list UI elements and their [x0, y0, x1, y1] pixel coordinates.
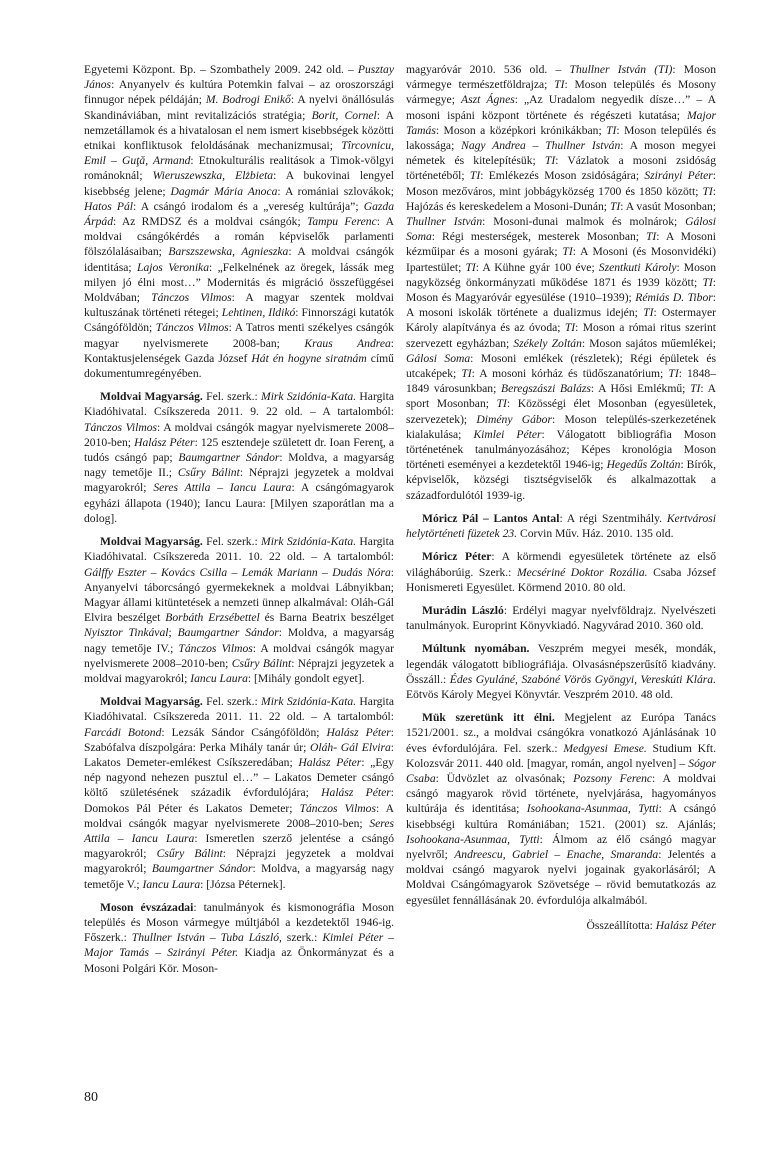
- text: : A mosoni kórház és tüdőszanatórium;: [471, 367, 669, 381]
- author: TI: [643, 306, 654, 320]
- editor: Mirk Szidónia-Kata.: [261, 535, 357, 549]
- text: : Moldva, a magyarság nagy temetője V.;: [84, 862, 394, 891]
- text: : Moson nagyközség önkormányzati működése 1871 és 1939 között;: [406, 260, 716, 289]
- author: Aszt Ágnes: [461, 93, 515, 107]
- text: : Anyanyelv és kultúra Potemkin falvai – az oroszországi finnugor népek példáján;: [84, 78, 394, 107]
- author: Csűry Bálint: [177, 466, 240, 480]
- text: : Szabófalva díszpolgára: Perka Mihály tanár úr;: [84, 725, 394, 754]
- editor: Mirk Szidónia-Katа.: [261, 390, 357, 404]
- author: TI: [496, 397, 507, 411]
- author: Gálosi Soma: [406, 351, 471, 365]
- author: Major Tamás: [406, 108, 716, 137]
- text: : Néprajzi jegyzetek a moldvai magyarokról;: [84, 656, 395, 685]
- text: : A mosoni iskolák története a dualizmus idején;: [406, 291, 716, 320]
- author: Halász Péter: [298, 755, 362, 769]
- text: : A moldvai csángó magyarok rövid története, nyelvjárása, hagyományos kultúrája és identitása;: [406, 771, 716, 816]
- author: Barszszewska, Agnieszka: [168, 245, 289, 259]
- author: Gálffy Eszter – Kovács Csilla – Lemák Mariann – Dudás Nóra: [84, 565, 391, 579]
- right-column: [406, 62, 716, 933]
- author: Borbáth Erzsébettel: [165, 611, 260, 625]
- text: : Üdvözlet az olvasónak;: [435, 771, 574, 785]
- series-title: Kertvárosi helytörténeti füzetek 23.: [406, 511, 716, 541]
- text: Fel. szerk.:: [202, 535, 262, 549]
- text: : „Egy nép nagyond nehezen pusztul el…” – Lakatos Demeter csángó költő születésének századik évfordulójára;: [84, 755, 394, 800]
- author: Csűry Bálint: [231, 656, 292, 670]
- entry-heading: Murádin László: [422, 603, 504, 617]
- text: : A Tatros menti székelyes csángók magyar nyelvismerete 2008-ban;: [84, 321, 394, 350]
- text: : A Hősi Emlékmű;: [590, 382, 691, 396]
- text: : [Józsa Péternek].: [200, 877, 286, 891]
- text: : Domokos Pál Péter és Lakatos Demeter;: [84, 786, 394, 815]
- author: Andreescu, Gabriel – Enache, Smaranda: [454, 847, 659, 861]
- entry-heading: Moson évszázadai: [100, 900, 194, 914]
- text: Hargita Kiadóhivatal. Csíkszereda 2011. 10. 22 old. – A tartalomból:: [84, 535, 394, 564]
- author: Oláh- Gál Elvira: [310, 740, 391, 754]
- author: TI: [461, 367, 472, 381]
- text: : Ostermayer Károly alapítványa és az óvoda;: [406, 306, 717, 335]
- author: Szirányi Péter: [644, 169, 713, 183]
- entry-heading: Moldvai Magyarság.: [100, 535, 203, 549]
- entry-continuation: [84, 62, 394, 381]
- text: : Moson település és lakossága;: [406, 123, 716, 153]
- text: : Hajózás és kereskedelem a Mosoni-Dunán;: [406, 184, 716, 213]
- text: : Moson és Magyaróvár egyesülése (1910–1939);: [406, 275, 716, 305]
- author: Baumgartner Sándor: [151, 862, 253, 876]
- author: Nagy Andrea – Thullner István: [461, 139, 621, 153]
- editor: Medgyesi Emese.: [563, 741, 647, 755]
- entry-moricz-pal: [406, 511, 716, 541]
- author: Kimlei Péter: [473, 427, 542, 441]
- left-column: [84, 62, 394, 976]
- author: Tánczos Vilmos: [178, 641, 253, 655]
- author: Thullner István: [406, 215, 483, 229]
- text: : Moson vármegye természetföldrajza;: [406, 63, 716, 92]
- text: Hargita Kiadóhivatal. Csíkszereda 2011. 9. 22 old. – A tartalomból:: [84, 390, 394, 419]
- author: Tánczos Vilmos: [155, 321, 229, 335]
- text: : Az RMDSZ és a moldvai csángók;: [112, 215, 307, 229]
- title: Hát én hogyne siratnám: [251, 351, 367, 365]
- text: : A csángó kisebbségi kultúra Romániában; 1521. (2001) sz. Ajánlás;: [406, 802, 716, 831]
- author: TI: [562, 245, 573, 259]
- author: Tánczos Vilmos: [151, 291, 232, 305]
- text: : Álmom az élő csángó magyar nyelvről;: [406, 832, 716, 861]
- text: Fel. szerk.:: [202, 695, 262, 709]
- text: Studium Kft. Kolozsvár 2011. 440 old. [magyar, román, angol nyelven] –: [406, 741, 716, 770]
- editor: Mirk Szidónia-Kata.: [261, 695, 357, 709]
- author: Wieruszewszka, Elżbieta: [152, 169, 274, 183]
- entry-heading: Móricz Pál – Lantos Antal: [422, 511, 560, 525]
- text: Csaba József Honismereti Egyesület. Körmend 2010. 80 old.: [406, 565, 716, 594]
- author: Nyisztor Tinkával: [84, 626, 169, 640]
- author: Tampu Ferenc: [306, 215, 377, 229]
- text: : A romániai szlovákok;: [277, 184, 394, 198]
- text: Megjelent az Európa Tanács 1521/2001. sz., a moldvai csángókra vonatkozó Ajánlásának 10 éves évfordulójára. Fel. szerk.:: [406, 711, 716, 755]
- compiler: Édes Gyuláné, Szabóné Vörös Gyöngyi, Vereskúti Klára.: [449, 672, 716, 686]
- text: ;: [168, 626, 178, 640]
- author: Baumgartner Sándor: [177, 626, 279, 640]
- author: Baumgartner Sándor: [178, 451, 280, 465]
- entry-moldvai-magyarsag-11: [84, 694, 394, 892]
- entry-multunk-nyomaban: [406, 641, 716, 702]
- text: : Néprajzi jegyzetek a moldvai magyarokról;: [84, 847, 394, 876]
- text: : Anyanyelvi táborcsángó gyermekeknek a moldvai Lábnyikban; Magyar állami kitüntetések a nemzeti ünnep alkalmával: Oláh-Gál Elvira beszélget: [84, 565, 394, 625]
- author: Gálosi Soma: [406, 215, 717, 244]
- author: TI: [690, 382, 701, 396]
- entry-moldvai-magyarsag-10: [84, 534, 394, 686]
- entry-heading: Mük szeretünk itt élni.: [422, 711, 555, 725]
- text: : Mosoni emlékek (részletek); Régi épületek és utcaképek;: [406, 351, 716, 381]
- author: TI: [469, 169, 481, 183]
- author: Seres Attila – Iancu Laura: [153, 481, 292, 495]
- entry-heading: Múltunk nyomában.: [422, 642, 530, 656]
- page-number: 80: [84, 1090, 98, 1105]
- text: : Ismeretlen szerző jelentése a csángó magyarokról;: [84, 831, 394, 861]
- author: Tîrcovnicu, Emil – Guţă, Armand: [84, 139, 394, 168]
- author: Dagmár Mária Anoca: [170, 184, 278, 198]
- text: Összeállította:: [586, 918, 656, 932]
- author: Seres Attila – Iancu Laura: [84, 816, 394, 845]
- author: TI: [465, 260, 476, 274]
- editor: Thullner István – Tuba László,: [131, 931, 282, 945]
- author: TI: [554, 78, 565, 92]
- text: : A sport Mosonban;: [406, 382, 716, 411]
- text: : Moldva, a magyarság nagy temetője II.;: [84, 451, 394, 480]
- entry-moson-continuation: [406, 62, 716, 503]
- compiler-signature: [406, 918, 716, 933]
- text: : Erdélyi magyar nyelvföldrajz. Nyelvészeti tanulmányok. Europrint Könyvkiadó. Nagyvárad 2010. 360 old.: [406, 603, 716, 633]
- author: TI: [564, 321, 576, 335]
- entry-muk-szeretunk: [406, 710, 716, 908]
- text: : A nyelvi önállósulás Skandináviában, mint revitalizációs stratégia;: [84, 93, 395, 122]
- text: : A körmendi egyesületek története az első világháborúig. Szerk.:: [406, 550, 716, 579]
- author: Halász Péter: [321, 786, 391, 800]
- text: : Moson a középkori krónikákban;: [435, 123, 607, 137]
- author: Iancu Laura: [190, 671, 248, 685]
- author: M. Bodrogi Enikő: [205, 93, 291, 107]
- text: : Bírók, képviselők, községi tisztségviselők és alkalmazottak a századfordulótól 1939-ig.: [406, 458, 716, 502]
- text: : Moson település-szerkezetének kialakulása;: [406, 412, 717, 441]
- author: TI: [702, 275, 713, 289]
- text: : Régi mesterségek, mesterek Mosonban;: [431, 230, 646, 244]
- text: : A Kühne gyár 100 éve;: [475, 260, 599, 274]
- text: Kiadja az Önkormányzat és a Mosoni Polgári Kör. Moson-: [84, 946, 394, 975]
- text: Egyetemi Központ. Bp. – Szombathely 2009. 242 old. –: [84, 63, 358, 76]
- author: TI: [609, 199, 621, 213]
- text: : A Mosoni kézműipar és a mosoni gyárak;: [406, 230, 716, 259]
- editor: Kimlei Péter – Major Tamás – Szirányi Péter.: [84, 931, 394, 960]
- text: : A Mosoni (és Mosonvidéki) Ipartestület;: [406, 245, 716, 274]
- entry-heading: Móricz Péter: [422, 550, 492, 564]
- text: : Moson sajátos műemlékei;: [581, 336, 716, 350]
- text: : A moldvai csángókérdés a román képviselők parlamenti fölszólalásaiban;: [84, 215, 394, 259]
- entry-muradin-laszlo: [406, 603, 716, 633]
- text: : Jelentés a moldvai csángó magyarok nyelvi jogainak gyakorlásáról; A Moldvai Csángómagyarok Szövetsége – rövid bemutatkozás az egyesület fennállásának 20. évfordulója alkalmából.: [406, 847, 716, 907]
- text: című dokumentumregényében.: [84, 351, 394, 381]
- entry-moson-evszazadai: [84, 900, 394, 976]
- text: : Emlékezés Moson zsidóságára;: [480, 169, 645, 183]
- text: : 1848–1849 városunkban;: [406, 367, 716, 396]
- author: Lehtinen, Ildikó: [221, 306, 296, 320]
- author: Dimény Gábor: [476, 412, 552, 426]
- author: Lajos Veronika: [137, 260, 209, 274]
- entry-moricz-peter: [406, 549, 716, 595]
- text: Veszprém megyei mesék, mondák, legendák válogatott bibliográfiája. Olvasásnépszerűsítő kiadvány. Összáll.:: [406, 642, 716, 686]
- text: : Etnokulturális realitások a Timok-völgyi románoknál;: [84, 154, 394, 183]
- author: Isohookana-Asunmaa, Tytti: [526, 802, 659, 816]
- text: : Mosoni-dunai malmok és molnárok;: [482, 215, 686, 229]
- text: : Vázlatok a mosoni zsidóság történetéből;: [406, 154, 716, 183]
- text: : [Mihály gondolt egyet].: [247, 671, 365, 685]
- text: : Moson mezőváros, mint jobbágyközség 1700 és 1850 között;: [406, 169, 716, 198]
- author: Gazda Árpád: [84, 199, 394, 229]
- author: Rémiás D. Tibor: [635, 291, 713, 305]
- text: : Néprajzi jegyzetek a moldvai magyarokról;: [84, 466, 394, 495]
- author: Halász Péter: [134, 435, 195, 449]
- compiler-name: Halász Péter: [655, 918, 716, 932]
- author: TI: [606, 123, 617, 137]
- text: Corvin Műv. Ház. 2010. 135 old.: [517, 527, 674, 541]
- entry-heading: Moldvai Magyarság.: [100, 390, 203, 404]
- text: : A vasút Mosonban;: [620, 199, 716, 213]
- author: TI: [544, 154, 556, 168]
- text: : Finnországi kutatók Csángóföldön;: [84, 306, 394, 335]
- author: Farcádi Botond: [84, 725, 162, 739]
- author: Sógor Csaba: [406, 756, 716, 785]
- text: és Barna Beatrix beszélget: [259, 611, 394, 625]
- text: : A moldvai csángók magyar nyelvismerete 2008–2010-ben;: [84, 641, 394, 670]
- text: : A moson megyei németek és kitelepítésük;: [406, 139, 716, 168]
- text: : Válogatott bibliográfia Moson történetének tanulmányozásához; Képes kronológia Moson történeti eseményei a kezdetektől 1946-ig;: [406, 427, 716, 472]
- author: Tánczos Vilmos: [84, 420, 158, 434]
- text: : Lezsák Sándor Csángóföldön;: [161, 725, 327, 739]
- author: Isohookana-Asunmaa, Tytti: [406, 832, 540, 846]
- text: Eötvös Károly Megyei Könyvtár. Veszprém 2010. 48 old.: [406, 687, 674, 701]
- text: : A nemzetállamok és a hivatalosan el nem ismert kisebbségek közötti etnikai konfliktusok feloldásának mechanizmusai;: [84, 108, 394, 153]
- author: Hegedűs Zoltán: [606, 458, 681, 472]
- author: Tánczos Vilmos: [299, 801, 376, 815]
- text: : A moldvai csángók magyar nyelvismerete 2008–2010-ben;: [84, 801, 394, 830]
- author: Beregszászi Balázs: [500, 382, 591, 396]
- author: Székely Zoltán: [513, 336, 582, 350]
- text: : Lakatos Demeter-emlékest Csíkszeredában;: [84, 740, 394, 769]
- text: szerk.:: [281, 931, 323, 945]
- text: : Moson település és Mosony vármegye;: [406, 78, 716, 107]
- text: : Közösségi élet Mosonban (egyesületek, szervezetek);: [406, 397, 716, 426]
- text: Hargita Kiadóhivatal. Csíkszereda 2011. 11. 22 old. – A tartalomból:: [84, 695, 394, 724]
- author: Kraus Andrea: [304, 336, 391, 350]
- text: Fel. szerk.:: [202, 390, 262, 404]
- text: : A bukovinai lengyel kisebbség jelene;: [84, 169, 394, 198]
- text: : A moldvai csángók magyar nyelvismerete 2008–2010-ben;: [84, 420, 394, 449]
- text: : A moldvai csángók identitása;: [84, 245, 394, 274]
- author: Szentkuti Károly: [598, 260, 677, 274]
- text: : A régi Szentmihály.: [559, 511, 667, 525]
- text: : „Az Uradalom negyedik dísze…” – A mosoni ispáni központ története és régészeti kutatása;: [406, 93, 716, 122]
- text: : Moldva, a magyarság nagy temetője IV.;: [84, 626, 394, 655]
- text: : Moson a római ritus szerint szervezett egyházban;: [406, 321, 716, 350]
- text: : A magyar szentek moldvai kultuszának történeti rétegei;: [84, 291, 394, 320]
- author: Thullner István (TI): [569, 63, 673, 76]
- author: Pusztay János: [84, 63, 394, 92]
- text: : „Felkelnének az öregek, lássák meg milyen jó élni most…” Modernitás és migráció összefüggései Moldvában;: [84, 260, 394, 305]
- author: Hatos Pál: [84, 199, 133, 213]
- editor: Mecsériné Doktor Rozália.: [516, 565, 648, 579]
- text: : A csángómagyarok egyházi állapota (1940); Iancu Laura: [Milyen szaporátlan ma a dolog].: [84, 481, 395, 525]
- entry-heading: Moldvai Magyarság.: [100, 695, 203, 709]
- author: Csűry Bálint: [156, 847, 223, 861]
- text: : tanulmányok és kismonográfia Moson település és Moson vármegye múltjából a kezdetektől 1946-ig. Főszerk.:: [84, 900, 395, 945]
- text: : 125 esztendeje született dr. Ioan Ferenţ, a tudós csángó pap;: [84, 435, 394, 465]
- text: : Kontaktusjelenségek Gazda József: [84, 336, 394, 365]
- author: TI: [702, 184, 713, 198]
- text: : A csángó irodalom és a „vereség kultúrája”;: [132, 199, 364, 213]
- author: Halász Péter: [326, 725, 391, 739]
- entry-moldvai-magyarsag-9: [84, 389, 394, 526]
- author: Borit, Cornel: [311, 108, 377, 122]
- author: TI: [668, 367, 679, 381]
- text: magyaróvár 2010. 536 old. –: [406, 63, 570, 76]
- author: Pozsony Ferenc: [573, 771, 653, 785]
- author: TI: [645, 230, 657, 244]
- author: Iancu Laura: [142, 877, 201, 891]
